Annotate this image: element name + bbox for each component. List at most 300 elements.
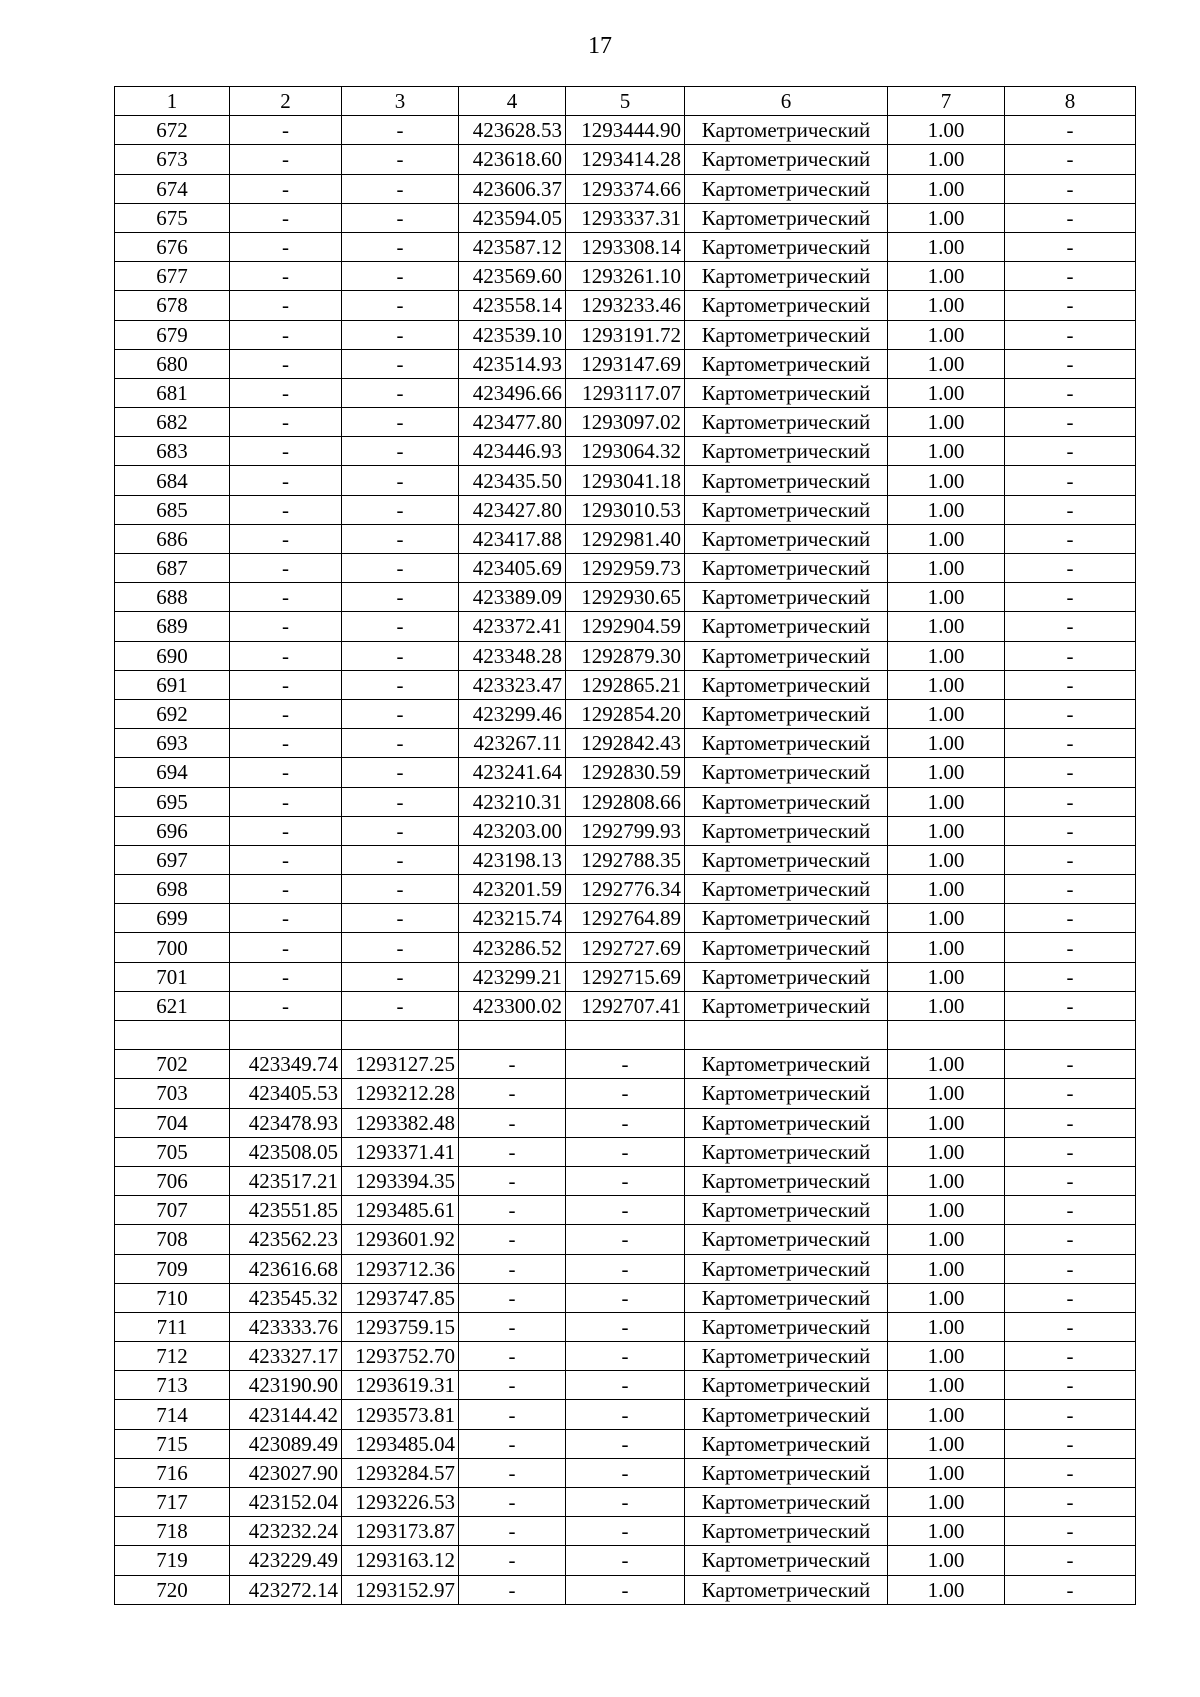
cell-y-old: - (342, 962, 459, 991)
cell-y-new (566, 1021, 685, 1050)
cell-method: Картометрический (685, 495, 888, 524)
cell-accuracy: 1.00 (888, 437, 1005, 466)
cell-y-new: 1293233.46 (566, 291, 685, 320)
cell-y-old: - (342, 583, 459, 612)
cell-y-new: 1293041.18 (566, 466, 685, 495)
cell-y-old: 1293382.48 (342, 1108, 459, 1137)
cell-y-new: 1293010.53 (566, 495, 685, 524)
cell-x-old: 423272.14 (230, 1575, 342, 1604)
cell-y-old: - (342, 991, 459, 1020)
table-row-blank (115, 1021, 1136, 1050)
table-row (115, 1225, 1136, 1254)
cell-note: - (1005, 495, 1136, 524)
table-row (115, 203, 1136, 232)
table-row (115, 1312, 1136, 1341)
cell-note: - (1005, 1342, 1136, 1371)
cell-y-new: - (566, 1517, 685, 1546)
cell-x-new: 423372.41 (459, 612, 566, 641)
cell-x-old: - (230, 378, 342, 407)
cell-x-new: - (459, 1546, 566, 1575)
column-header: 2 (230, 87, 342, 116)
cell-accuracy: 1.00 (888, 699, 1005, 728)
cell-x-old: - (230, 262, 342, 291)
cell-note: - (1005, 641, 1136, 670)
cell-x-old (230, 1021, 342, 1050)
cell-method: Картометрический (685, 758, 888, 787)
cell-x-old: - (230, 729, 342, 758)
cell-point-number: 689 (115, 612, 230, 641)
cell-x-old: 423616.68 (230, 1254, 342, 1283)
cell-y-new: 1292842.43 (566, 729, 685, 758)
cell-y-new: 1292707.41 (566, 991, 685, 1020)
cell-method: Картометрический (685, 1312, 888, 1341)
cell-x-old: - (230, 203, 342, 232)
cell-point-number: 707 (115, 1196, 230, 1225)
cell-y-old: - (342, 408, 459, 437)
table-row (115, 641, 1136, 670)
cell-x-old: - (230, 145, 342, 174)
cell-x-old: 423349.74 (230, 1050, 342, 1079)
cell-y-new: 1293261.10 (566, 262, 685, 291)
cell-x-new: 423405.69 (459, 554, 566, 583)
cell-method: Картометрический (685, 524, 888, 553)
cell-note: - (1005, 1517, 1136, 1546)
table-row (115, 1371, 1136, 1400)
cell-accuracy: 1.00 (888, 116, 1005, 145)
table-row (115, 554, 1136, 583)
page-number: 17 (588, 33, 612, 59)
cell-point-number: 621 (115, 991, 230, 1020)
table-row (115, 845, 1136, 874)
cell-accuracy: 1.00 (888, 291, 1005, 320)
cell-y-new: 1293117.07 (566, 378, 685, 407)
cell-x-new: 423427.80 (459, 495, 566, 524)
column-header: 1 (115, 87, 230, 116)
cell-y-new: - (566, 1050, 685, 1079)
cell-method: Картометрический (685, 1488, 888, 1517)
cell-y-old: - (342, 262, 459, 291)
cell-point-number: 706 (115, 1166, 230, 1195)
cell-point-number: 711 (115, 1312, 230, 1341)
cell-y-new: 1293444.90 (566, 116, 685, 145)
table-row (115, 232, 1136, 261)
cell-x-new: - (459, 1108, 566, 1137)
cell-accuracy: 1.00 (888, 145, 1005, 174)
cell-y-old: - (342, 787, 459, 816)
cell-y-old: - (342, 816, 459, 845)
cell-x-old: - (230, 670, 342, 699)
cell-point-number: 697 (115, 845, 230, 874)
cell-accuracy: 1.00 (888, 758, 1005, 787)
cell-x-old: - (230, 699, 342, 728)
cell-point-number: 685 (115, 495, 230, 524)
cell-note: - (1005, 291, 1136, 320)
cell-y-new: - (566, 1225, 685, 1254)
cell-point-number: 676 (115, 232, 230, 261)
cell-note: - (1005, 991, 1136, 1020)
cell-y-new: - (566, 1342, 685, 1371)
cell-x-new: - (459, 1517, 566, 1546)
cell-method: Картометрический (685, 1575, 888, 1604)
cell-accuracy: 1.00 (888, 1196, 1005, 1225)
cell-y-old: - (342, 232, 459, 261)
cell-y-new: - (566, 1166, 685, 1195)
cell-note: - (1005, 787, 1136, 816)
cell-y-old: 1293152.97 (342, 1575, 459, 1604)
cell-point-number: 677 (115, 262, 230, 291)
cell-note: - (1005, 904, 1136, 933)
table-row (115, 408, 1136, 437)
cell-method: Картометрический (685, 991, 888, 1020)
cell-note: - (1005, 1546, 1136, 1575)
cell-method: Картометрический (685, 1400, 888, 1429)
cell-y-old: 1293226.53 (342, 1488, 459, 1517)
cell-x-new: - (459, 1166, 566, 1195)
cell-x-new: 423539.10 (459, 320, 566, 349)
cell-y-old: 1293163.12 (342, 1546, 459, 1575)
cell-point-number: 682 (115, 408, 230, 437)
cell-point-number (115, 1021, 230, 1050)
cell-accuracy: 1.00 (888, 495, 1005, 524)
cell-accuracy: 1.00 (888, 320, 1005, 349)
cell-x-old: - (230, 612, 342, 641)
cell-point-number: 719 (115, 1546, 230, 1575)
cell-x-new: - (459, 1196, 566, 1225)
cell-y-old: 1293573.81 (342, 1400, 459, 1429)
cell-method: Картометрический (685, 1196, 888, 1225)
cell-note: - (1005, 699, 1136, 728)
cell-x-old: 423089.49 (230, 1429, 342, 1458)
cell-y-old: - (342, 670, 459, 699)
cell-note: - (1005, 1196, 1136, 1225)
cell-note: - (1005, 816, 1136, 845)
cell-y-old: - (342, 145, 459, 174)
cell-y-old: 1293371.41 (342, 1137, 459, 1166)
cell-accuracy: 1.00 (888, 845, 1005, 874)
table-row (115, 729, 1136, 758)
cell-accuracy: 1.00 (888, 1050, 1005, 1079)
cell-y-new: 1292904.59 (566, 612, 685, 641)
table-row (115, 816, 1136, 845)
cell-note: - (1005, 875, 1136, 904)
table-row (115, 1546, 1136, 1575)
cell-note: - (1005, 1458, 1136, 1487)
cell-accuracy: 1.00 (888, 1575, 1005, 1604)
cell-x-new: - (459, 1254, 566, 1283)
table-row (115, 1079, 1136, 1108)
table-row (115, 349, 1136, 378)
table-row (115, 1166, 1136, 1195)
cell-method: Картометрический (685, 699, 888, 728)
cell-y-old: 1293485.61 (342, 1196, 459, 1225)
cell-note: - (1005, 583, 1136, 612)
cell-point-number: 699 (115, 904, 230, 933)
cell-y-old: - (342, 466, 459, 495)
cell-y-old: - (342, 524, 459, 553)
column-header: 5 (566, 87, 685, 116)
cell-x-new: - (459, 1371, 566, 1400)
cell-note: - (1005, 612, 1136, 641)
cell-x-new: 423558.14 (459, 291, 566, 320)
cell-x-old: - (230, 408, 342, 437)
cell-y-new: - (566, 1196, 685, 1225)
cell-accuracy: 1.00 (888, 729, 1005, 758)
cell-note (1005, 1021, 1136, 1050)
cell-accuracy: 1.00 (888, 1283, 1005, 1312)
cell-point-number: 700 (115, 933, 230, 962)
cell-y-new: 1292865.21 (566, 670, 685, 699)
cell-y-new: 1292959.73 (566, 554, 685, 583)
cell-method: Картометрический (685, 670, 888, 699)
cell-x-new: 423446.93 (459, 437, 566, 466)
cell-x-old: - (230, 232, 342, 261)
cell-x-old: - (230, 933, 342, 962)
cell-x-old: - (230, 991, 342, 1020)
cell-accuracy: 1.00 (888, 1458, 1005, 1487)
cell-x-old: 423144.42 (230, 1400, 342, 1429)
cell-y-new: 1293337.31 (566, 203, 685, 232)
cell-point-number: 678 (115, 291, 230, 320)
cell-x-new: - (459, 1488, 566, 1517)
cell-point-number: 687 (115, 554, 230, 583)
cell-y-new: 1293308.14 (566, 232, 685, 261)
coordinates-table (114, 86, 1136, 1605)
cell-point-number: 681 (115, 378, 230, 407)
cell-method: Картометрический (685, 174, 888, 203)
cell-x-new: 423300.02 (459, 991, 566, 1020)
cell-x-new: 423496.66 (459, 378, 566, 407)
cell-x-old: 423551.85 (230, 1196, 342, 1225)
cell-y-new: 1293064.32 (566, 437, 685, 466)
cell-y-old: 1293752.70 (342, 1342, 459, 1371)
cell-point-number: 709 (115, 1254, 230, 1283)
cell-y-new: 1293097.02 (566, 408, 685, 437)
cell-method: Картометрический (685, 612, 888, 641)
cell-x-new: 423198.13 (459, 845, 566, 874)
column-header: 4 (459, 87, 566, 116)
cell-y-new: - (566, 1429, 685, 1458)
cell-x-new: 423618.60 (459, 145, 566, 174)
cell-x-old: 423517.21 (230, 1166, 342, 1195)
cell-x-new: - (459, 1283, 566, 1312)
cell-accuracy: 1.00 (888, 524, 1005, 553)
cell-accuracy: 1.00 (888, 816, 1005, 845)
cell-accuracy: 1.00 (888, 787, 1005, 816)
table-row (115, 262, 1136, 291)
table-row (115, 1400, 1136, 1429)
cell-point-number: 703 (115, 1079, 230, 1108)
cell-y-old: - (342, 758, 459, 787)
cell-y-old: 1293394.35 (342, 1166, 459, 1195)
table-row (115, 1254, 1136, 1283)
cell-y-old: - (342, 378, 459, 407)
cell-point-number: 698 (115, 875, 230, 904)
column-header: 8 (1005, 87, 1136, 116)
table-row (115, 933, 1136, 962)
cell-note: - (1005, 378, 1136, 407)
cell-x-new: - (459, 1458, 566, 1487)
cell-note: - (1005, 466, 1136, 495)
cell-y-new: 1292981.40 (566, 524, 685, 553)
cell-method: Картометрический (685, 349, 888, 378)
cell-accuracy: 1.00 (888, 1400, 1005, 1429)
cell-y-old: - (342, 845, 459, 874)
cell-point-number: 712 (115, 1342, 230, 1371)
cell-y-new: - (566, 1400, 685, 1429)
cell-note: - (1005, 758, 1136, 787)
cell-y-old: 1293173.87 (342, 1517, 459, 1546)
cell-note: - (1005, 845, 1136, 874)
cell-y-old: - (342, 612, 459, 641)
cell-accuracy: 1.00 (888, 1488, 1005, 1517)
cell-x-new: 423286.52 (459, 933, 566, 962)
cell-method: Картометрический (685, 933, 888, 962)
cell-x-old: - (230, 116, 342, 145)
cell-y-new: - (566, 1283, 685, 1312)
cell-x-old: - (230, 962, 342, 991)
cell-point-number: 696 (115, 816, 230, 845)
table-row (115, 1575, 1136, 1604)
cell-y-old: - (342, 349, 459, 378)
table-row (115, 1137, 1136, 1166)
cell-method: Картометрический (685, 1546, 888, 1575)
cell-accuracy: 1.00 (888, 203, 1005, 232)
cell-note: - (1005, 933, 1136, 962)
cell-y-old: 1293601.92 (342, 1225, 459, 1254)
cell-y-new: 1293414.28 (566, 145, 685, 174)
cell-x-new: 423201.59 (459, 875, 566, 904)
cell-note: - (1005, 1312, 1136, 1341)
cell-y-new: - (566, 1371, 685, 1400)
cell-x-old: 423327.17 (230, 1342, 342, 1371)
cell-x-old: 423229.49 (230, 1546, 342, 1575)
cell-method: Картометрический (685, 466, 888, 495)
cell-x-old: - (230, 291, 342, 320)
cell-accuracy: 1.00 (888, 1225, 1005, 1254)
cell-x-new: 423241.64 (459, 758, 566, 787)
cell-point-number: 690 (115, 641, 230, 670)
cell-accuracy: 1.00 (888, 1137, 1005, 1166)
cell-x-new: 423323.47 (459, 670, 566, 699)
cell-x-new: 423514.93 (459, 349, 566, 378)
cell-y-old: 1293759.15 (342, 1312, 459, 1341)
cell-x-new: 423606.37 (459, 174, 566, 203)
cell-point-number: 694 (115, 758, 230, 787)
table-row (115, 904, 1136, 933)
cell-accuracy: 1.00 (888, 641, 1005, 670)
cell-method (685, 1021, 888, 1050)
cell-x-old: - (230, 875, 342, 904)
cell-accuracy: 1.00 (888, 378, 1005, 407)
table-row (115, 495, 1136, 524)
cell-x-new: 423389.09 (459, 583, 566, 612)
cell-accuracy: 1.00 (888, 1517, 1005, 1546)
cell-x-new: - (459, 1312, 566, 1341)
cell-note: - (1005, 1283, 1136, 1312)
cell-method: Картометрический (685, 787, 888, 816)
cell-y-new: 1292776.34 (566, 875, 685, 904)
cell-point-number: 704 (115, 1108, 230, 1137)
table-row (115, 320, 1136, 349)
cell-point-number: 705 (115, 1137, 230, 1166)
cell-y-old: - (342, 174, 459, 203)
cell-accuracy: 1.00 (888, 1342, 1005, 1371)
cell-accuracy: 1.00 (888, 466, 1005, 495)
cell-y-new: 1293147.69 (566, 349, 685, 378)
table-row (115, 1517, 1136, 1546)
cell-point-number: 686 (115, 524, 230, 553)
cell-accuracy: 1.00 (888, 1166, 1005, 1195)
cell-x-new: 423417.88 (459, 524, 566, 553)
cell-y-new: 1292788.35 (566, 845, 685, 874)
table-row (115, 291, 1136, 320)
cell-method: Картометрический (685, 203, 888, 232)
column-header: 6 (685, 87, 888, 116)
table-row (115, 991, 1136, 1020)
cell-point-number: 673 (115, 145, 230, 174)
cell-note: - (1005, 1166, 1136, 1195)
cell-note: - (1005, 1429, 1136, 1458)
cell-x-new: - (459, 1050, 566, 1079)
table-row (115, 670, 1136, 699)
cell-note: - (1005, 437, 1136, 466)
cell-accuracy: 1.00 (888, 1312, 1005, 1341)
cell-y-new: - (566, 1079, 685, 1108)
cell-x-new: 423215.74 (459, 904, 566, 933)
table-header-row (115, 87, 1136, 116)
cell-point-number: 675 (115, 203, 230, 232)
table-row (115, 1342, 1136, 1371)
cell-note: - (1005, 1225, 1136, 1254)
cell-accuracy: 1.00 (888, 1371, 1005, 1400)
table-body (115, 87, 1136, 1605)
cell-y-old: - (342, 116, 459, 145)
cell-note: - (1005, 145, 1136, 174)
cell-y-old: 1293284.57 (342, 1458, 459, 1487)
cell-note: - (1005, 1079, 1136, 1108)
cell-y-new: - (566, 1137, 685, 1166)
cell-note: - (1005, 1371, 1136, 1400)
cell-y-old: - (342, 291, 459, 320)
cell-method: Картометрический (685, 145, 888, 174)
cell-y-new: 1292715.69 (566, 962, 685, 991)
cell-x-new: 423267.11 (459, 729, 566, 758)
cell-method: Картометрический (685, 1079, 888, 1108)
cell-method: Картометрический (685, 291, 888, 320)
cell-method: Картометрический (685, 641, 888, 670)
cell-x-new: - (459, 1342, 566, 1371)
cell-method: Картометрический (685, 1050, 888, 1079)
cell-accuracy: 1.00 (888, 670, 1005, 699)
table-row (115, 699, 1136, 728)
cell-y-old: 1293712.36 (342, 1254, 459, 1283)
cell-method: Картометрический (685, 378, 888, 407)
cell-accuracy: 1.00 (888, 904, 1005, 933)
cell-note: - (1005, 524, 1136, 553)
cell-y-new: - (566, 1458, 685, 1487)
cell-point-number: 692 (115, 699, 230, 728)
cell-note: - (1005, 729, 1136, 758)
cell-method: Картометрический (685, 875, 888, 904)
cell-method: Картометрический (685, 320, 888, 349)
table-row (115, 583, 1136, 612)
cell-x-old: - (230, 816, 342, 845)
cell-y-old: - (342, 875, 459, 904)
cell-method: Картометрический (685, 1429, 888, 1458)
cell-note: - (1005, 349, 1136, 378)
cell-x-new: 423203.00 (459, 816, 566, 845)
cell-y-new: - (566, 1546, 685, 1575)
